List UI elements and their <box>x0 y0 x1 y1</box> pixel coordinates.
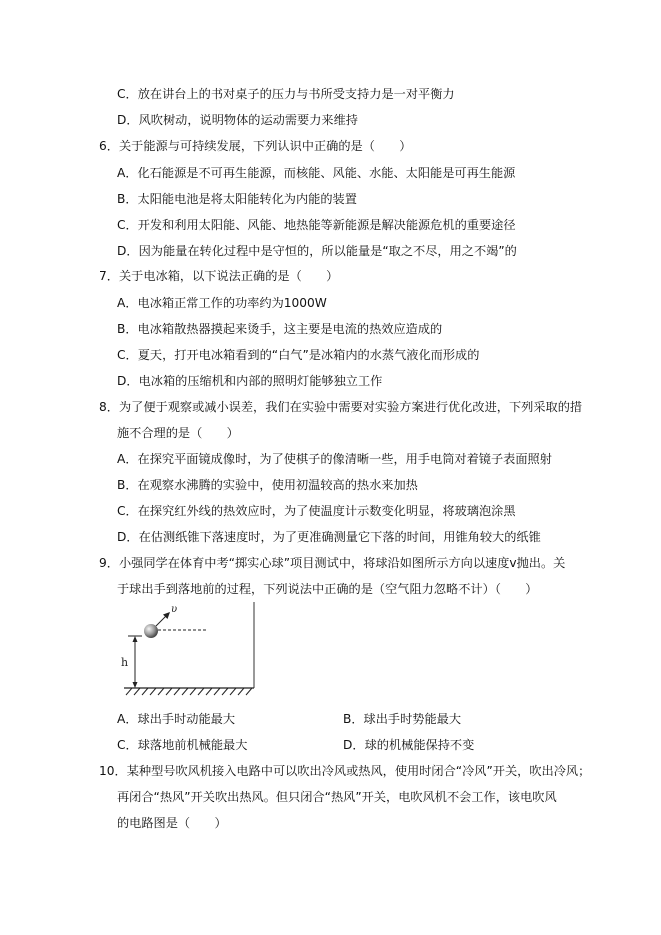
q10-stem-line3: 的电路图是（ ） <box>117 816 227 830</box>
q6-option-d: D．因为能量在转化过程中是守恒的，所以能量是“取之不尽，用之不竭”的 <box>117 244 517 258</box>
q7-option-c: C．夏天，打开电冰箱看到的“白气”是冰箱内的水蒸气液化而形成的 <box>117 348 480 362</box>
q8-option-b: B．在观察水沸腾的实验中，使用初温较高的热水来加热 <box>117 478 418 492</box>
q8-option-c: C．在探究红外线的热效应时，为了使温度计示数变化明显，将玻璃泡涂黑 <box>117 504 516 518</box>
q8-option-a: A．在探究平面镜成像时，为了使棋子的像清晰一些，用手电筒对着镜子表面照射 <box>117 452 552 466</box>
q6-option-b: B．太阳能电池是将太阳能转化为内能的装置 <box>117 192 357 206</box>
q9-stem-line2: 于球出手到落地前的过程，下列说法中正确的是（空气阻力忽略不计）（ ） <box>117 582 538 596</box>
ball <box>144 624 158 638</box>
q9-option-b: B．球出手时势能最大 <box>343 712 462 726</box>
q9-option-c: C．球落地前机械能最大 <box>117 738 248 752</box>
q10-stem-line2: 再闭合“热风”开关吹出热风。但只闭合“热风”开关，电吹风机不会工作，该电吹风 <box>117 790 557 804</box>
height-label: h <box>121 656 129 669</box>
ball-throw-diagram <box>118 600 258 700</box>
q7-option-d: D．电冰箱的压缩机和内部的照明灯能够独立工作 <box>117 374 383 388</box>
q6-option-c: C．开发和利用太阳能、风能、地热能等新能源是解决能源危机的重要途径 <box>117 218 516 232</box>
q8-stem-line1: 8．为了便于观察或减小误差，我们在实验中需要对实验方案进行优化改进，下列采取的措 <box>99 400 583 414</box>
q7-option-b: B．电冰箱散热器摸起来烫手，这主要是电流的热效应造成的 <box>117 322 443 336</box>
q7-option-a: A．电冰箱正常工作的功率约为1000W <box>117 296 327 310</box>
q9-option-d: D．球的机械能保持不变 <box>343 738 475 752</box>
ball-throw-figure <box>118 600 258 700</box>
q5-option-d: D．风吹树动，说明物体的运动需要力来维持 <box>117 113 358 127</box>
q8-option-d: D．在估测纸锥下落速度时，为了更准确测量它下落的时间，用锥角较大的纸锥 <box>117 530 541 544</box>
q9-option-a: A．球出手时动能最大 <box>117 712 236 726</box>
q9-stem-line1: 9．小强同学在体育中考“掷实心球”项目测试中，将球沿如图所示方向以速度v抛出。关 <box>99 556 566 570</box>
q10-stem-line1: 10．某种型号吹风机接入电路中可以吹出冷风或热风，使用时闭合“冷风”开关，吹出冷风； <box>99 764 591 778</box>
q6-stem: 6．关于能源与可持续发展，下列认识中正确的是（ ） <box>99 139 412 153</box>
ground-hatch <box>126 688 252 695</box>
q7-stem: 7．关于电冰箱，以下说法正确的是（ ） <box>99 269 339 283</box>
velocity-label: υ <box>171 604 178 615</box>
q8-stem-line2: 施不合理的是（ ） <box>117 426 239 440</box>
q5-option-c: C．放在讲台上的书对桌子的压力与书所受支持力是一对平衡力 <box>117 87 455 101</box>
q6-option-a: A．化石能源是不可再生能源，而核能、风能、水能、太阳能是可再生能源 <box>117 166 516 180</box>
